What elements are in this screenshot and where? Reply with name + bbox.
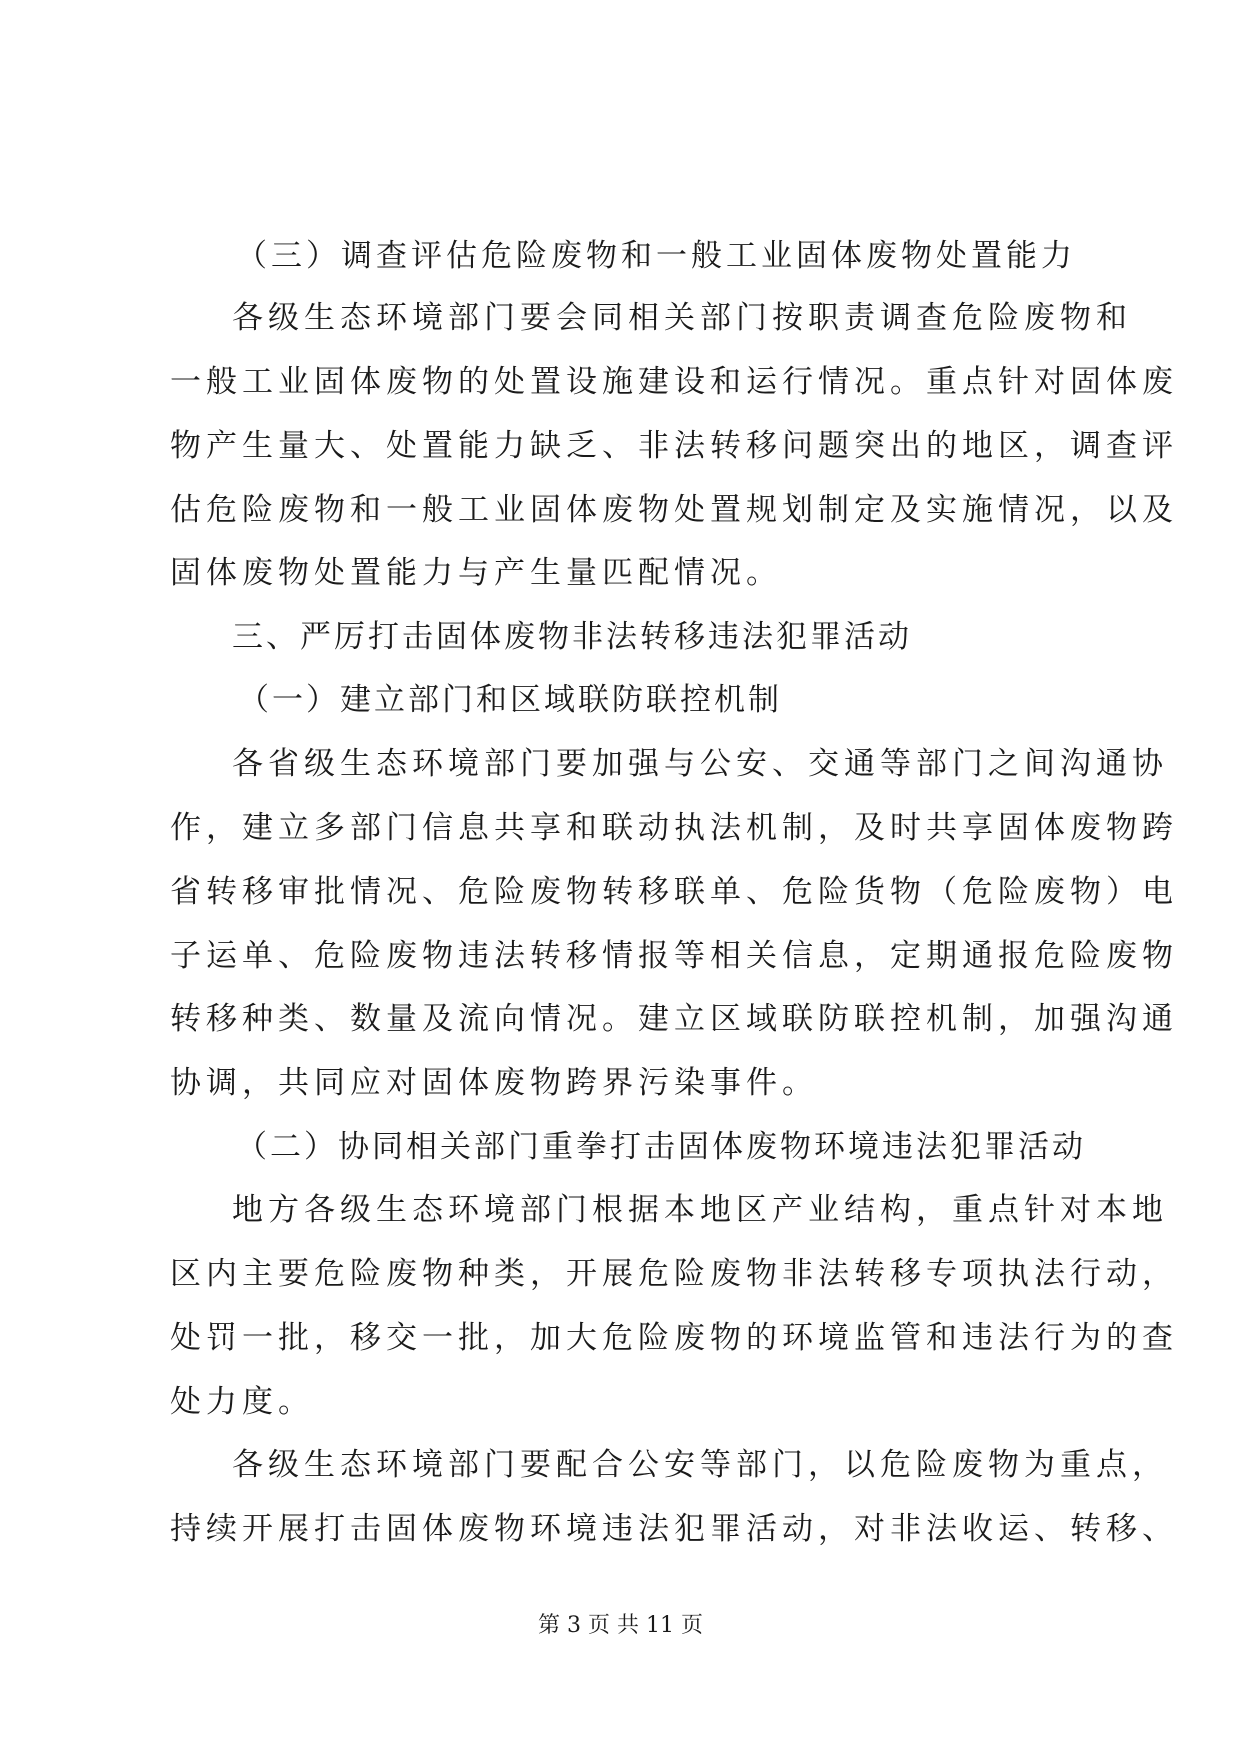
subheading-3: （三）调查评估危险废物和一般工业固体废物处置能力 <box>236 238 1076 274</box>
paragraph-line: 省转移审批情况、危险废物转移联单、危险货物（危险废物）电 <box>170 874 1178 910</box>
paragraph-line: 物产生量大、处置能力缺乏、非法转移问题突出的地区，调查评 <box>170 428 1178 464</box>
paragraph-line: 处力度。 <box>170 1384 314 1420</box>
paragraph-line: 子运单、危险废物违法转移情报等相关信息，定期通报危险废物 <box>170 938 1178 974</box>
paragraph-line: 地方各级生态环境部门根据本地区产业结构，重点针对本地 <box>232 1192 1168 1228</box>
paragraph-line: 区内主要危险废物种类，开展危险废物非法转移专项执法行动， <box>170 1256 1178 1292</box>
paragraph-line: 各级生态环境部门要配合公安等部门，以危险废物为重点， <box>232 1447 1168 1483</box>
paragraph-line: 一般工业固体废物的处置设施建设和运行情况。重点针对固体废 <box>170 364 1178 400</box>
paragraph-line: 估危险废物和一般工业固体废物处置规划制定及实施情况，以及 <box>170 492 1178 528</box>
subheading-1: （一）建立部门和区域联防联控机制 <box>238 682 782 718</box>
paragraph-line: 作，建立多部门信息共享和联动执法机制，及时共享固体废物跨 <box>170 810 1178 846</box>
subheading-2: （二）协同相关部门重拳打击固体废物环境违法犯罪活动 <box>236 1129 1086 1165</box>
page-footer: 第 3 页 共 11 页 <box>538 1613 703 1638</box>
paragraph-line: 固体废物处置能力与产生量匹配情况。 <box>170 555 782 591</box>
paragraph-line: 各级生态环境部门要会同相关部门按职责调查危险废物和 <box>232 300 1132 336</box>
paragraph-line: 各省级生态环境部门要加强与公安、交通等部门之间沟通协 <box>232 746 1168 782</box>
section-heading-3: 三、严厉打击固体废物非法转移违法犯罪活动 <box>232 619 912 655</box>
paragraph-line: 处罚一批，移交一批，加大危险废物的环境监管和违法行为的查 <box>170 1320 1178 1356</box>
paragraph-line: 转移种类、数量及流向情况。建立区域联防联控机制，加强沟通 <box>170 1001 1178 1037</box>
paragraph-line: 协调，共同应对固体废物跨界污染事件。 <box>170 1065 818 1101</box>
paragraph-line: 持续开展打击固体废物环境违法犯罪活动，对非法收运、转移、 <box>170 1511 1178 1547</box>
